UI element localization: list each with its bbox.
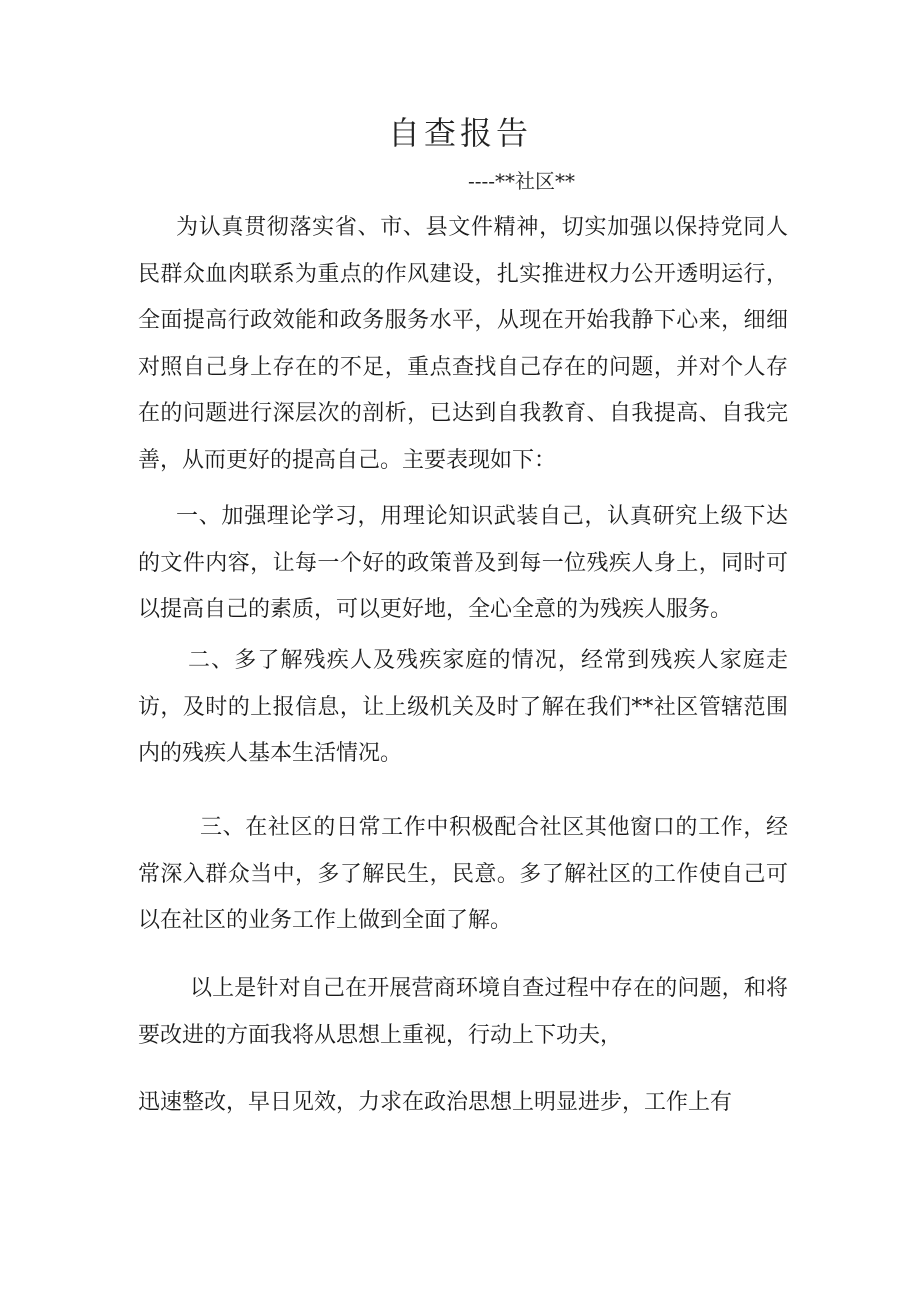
paragraph-intro: 为认真贯彻落实省、市、县文件精神，切实加强以保持党同人民群众血肉联系为重点的作风建设，扎实推进权力公开透明运行，全面提高行政效能和政务服务水平，从现在开始我静下心来，细细对照自己身上存在的不足，重点查找自己存在的问题，并对个人存在的问题进行深层次的剖析，已达到自我教育、自我提高、自我完善，从而更好的提高自己。主要表现如下： (138, 215, 788, 473)
paragraph-item-3: 三、在社区的日常工作中积极配合社区其他窗口的工作，经常深入群众当中，多了解民生，民意。多了解社区的工作使自己可以在社区的业务工作上做到全面了解。 (138, 815, 788, 933)
paragraph-item-1: 一、加强理论学习，用理论知识武装自己，认真研究上级下达的文件内容，让每一个好的政策普及到每一位残疾人身上，同时可以提高自己的素质，可以更好地，全心全意的为残疾人服务。 (138, 504, 788, 622)
document-subtitle: ----**社区** (468, 169, 576, 193)
document-title: 自查报告 (387, 114, 532, 152)
paragraph-item-2: 二、多了解残疾人及残疾家庭的情况，经常到残疾人家庭走访，及时的上报信息，让上级机关及时了解在我们**社区管辖范围内的残疾人基本生活情况。 (138, 648, 788, 766)
paragraph-summary: 以上是针对自己在开展营商环境自查过程中存在的问题，和将要改进的方面我将从思想上重视，行动上下功夫， (138, 976, 788, 1048)
paragraph-continuation: 迅速整改，早日见效，力求在政治思想上明显进步，工作上有 (138, 1090, 733, 1115)
